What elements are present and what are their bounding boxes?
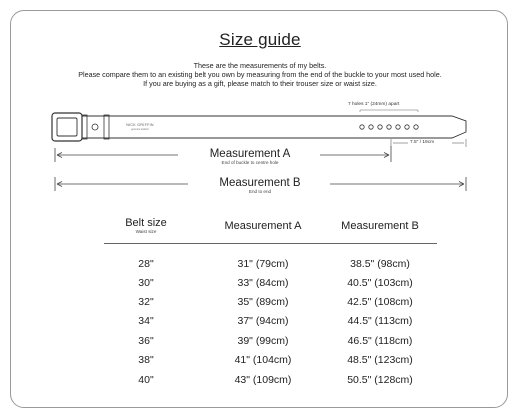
spacing-note: 7.5" / 19cm xyxy=(410,140,435,145)
holes-note: 7 holes 1" (24mm) apart xyxy=(348,102,400,107)
cell-measurement-b: 40.5" (103cm) xyxy=(347,277,413,289)
table-row xyxy=(0,258,520,276)
cell-belt-size: 30" xyxy=(138,277,154,289)
belt-rivet xyxy=(92,124,98,130)
cell-measurement-a: 43" (109cm) xyxy=(234,374,292,386)
table-row xyxy=(0,277,520,295)
belt-brand-label: NICK GRIFFIN xyxy=(126,123,154,127)
belt-hole xyxy=(414,125,418,129)
cell-measurement-a: 41" (104cm) xyxy=(234,354,292,366)
measurement-b-label: Measurement B xyxy=(219,177,301,189)
cell-measurement-a: 35" (89cm) xyxy=(237,296,289,308)
cell-measurement-a: 37" (94cm) xyxy=(237,315,289,327)
belt-hole xyxy=(405,125,409,129)
cell-measurement-b: 48.5" (123cm) xyxy=(347,354,413,366)
cell-measurement-a: 31" (79cm) xyxy=(237,258,289,270)
measurement-b-note: End to end xyxy=(248,189,272,194)
cell-measurement-b: 38.5" (98cm) xyxy=(350,258,410,270)
cell-belt-size: 32" xyxy=(138,296,154,308)
belt-buckle-frame xyxy=(52,113,82,141)
intro-line-3: If you are buying as a gift, please match to their trouser size or waist size. xyxy=(143,79,377,88)
belt-hole xyxy=(369,125,373,129)
belt-keeper xyxy=(104,115,109,139)
intro-line-1: These are the measurements of my belts. xyxy=(193,61,327,70)
belt-holes xyxy=(360,125,418,129)
header-measurement-b: Measurement B xyxy=(341,220,419,232)
cell-measurement-a: 33" (84cm) xyxy=(237,277,289,289)
measurement-a-label: Measurement A xyxy=(209,148,291,160)
cell-measurement-b: 42.5" (108cm) xyxy=(347,296,413,308)
belt-brand-sub: genuine leather xyxy=(131,128,149,131)
belt-hole xyxy=(387,125,391,129)
belt-buckle-prong xyxy=(82,115,87,139)
cell-measurement-b: 50.5" (128cm) xyxy=(347,374,413,386)
cell-belt-size: 34" xyxy=(138,315,154,327)
table-row xyxy=(0,354,520,372)
table-row xyxy=(0,335,520,353)
cell-belt-size: 38" xyxy=(138,354,154,366)
measurement-a-note: End of buckle to centre hole xyxy=(221,160,279,165)
belt-hole xyxy=(378,125,382,129)
table-row xyxy=(0,296,520,314)
cell-measurement-b: 46.5" (118cm) xyxy=(347,335,413,347)
cell-belt-size: 28" xyxy=(138,258,154,270)
intro-line-2: Please compare them to an existing belt you own by measuring from the end of the buckle to your most used hole. xyxy=(78,70,442,79)
table-header-rule xyxy=(104,243,437,244)
holes-bracket xyxy=(360,110,418,112)
belt-hole xyxy=(360,125,364,129)
cell-belt-size: 40" xyxy=(138,374,154,386)
cell-measurement-b: 44.5" (113cm) xyxy=(347,315,413,327)
cell-belt-size: 36" xyxy=(138,335,154,347)
table-row xyxy=(0,315,520,333)
table-row xyxy=(0,374,520,392)
belt-hole xyxy=(396,125,400,129)
page-title: Size guide xyxy=(219,30,301,49)
header-waist-size: Waist size xyxy=(135,229,157,234)
header-belt-size: Belt size xyxy=(125,217,167,229)
cell-measurement-a: 39" (99cm) xyxy=(237,335,289,347)
header-measurement-a: Measurement A xyxy=(224,220,302,232)
